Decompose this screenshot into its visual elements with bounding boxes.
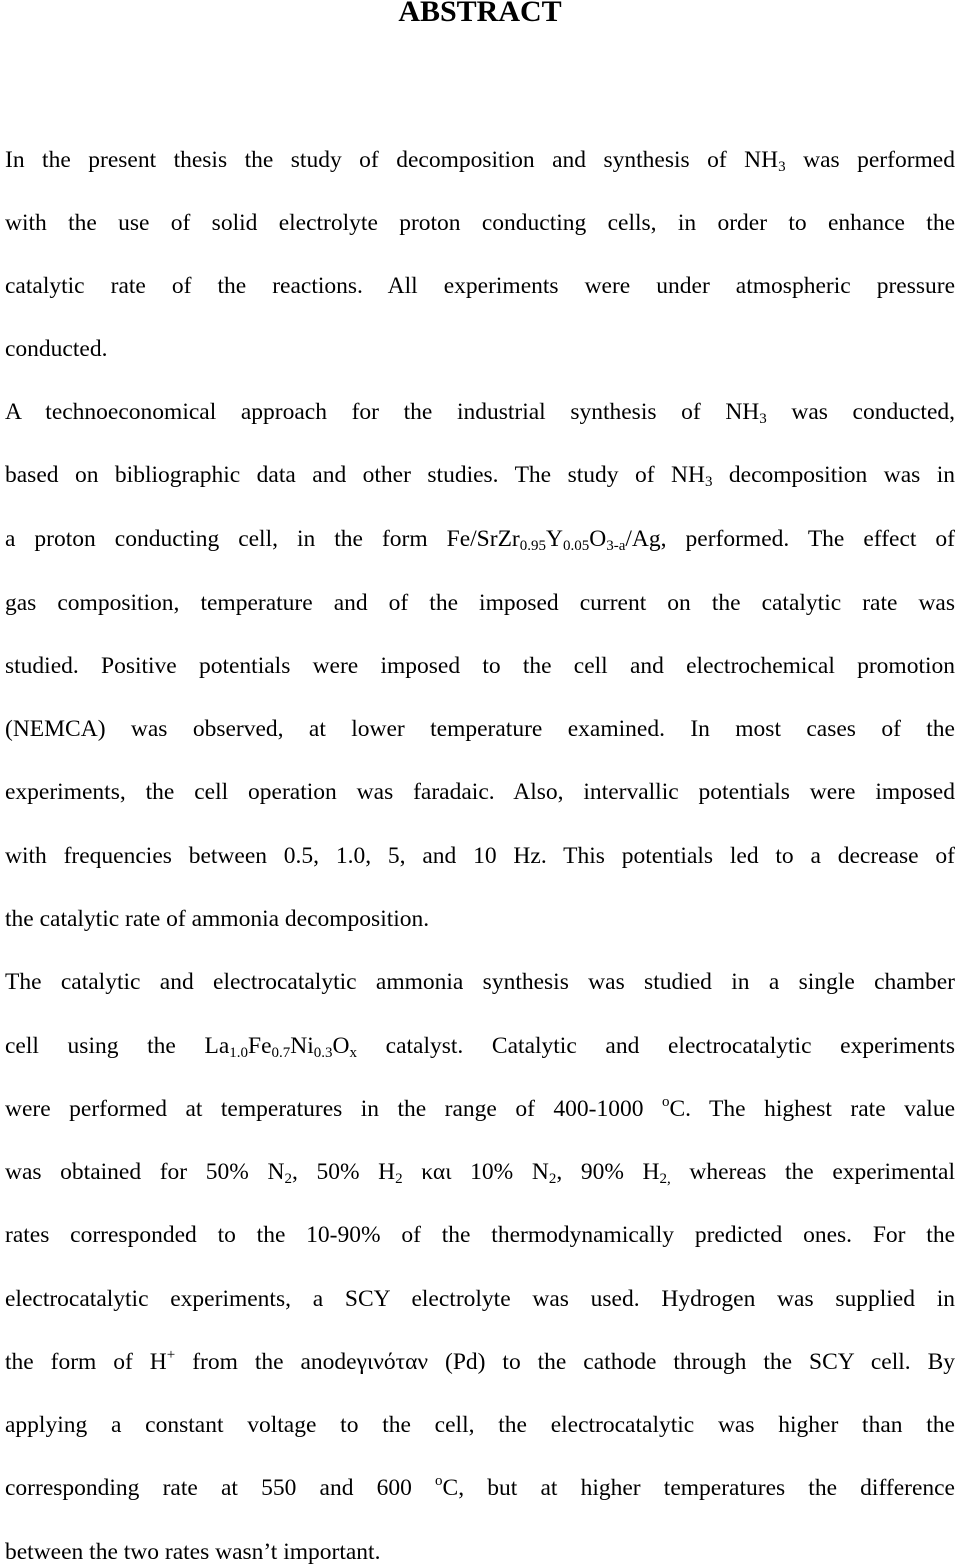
p3-line-1: The catalytic and electrocatalytic ammonia synthesis was studied in a single chamber — [5, 969, 955, 995]
p2-line-1: A technoeconomical approach for the industrial synthesis of $NH_3$ was conducted, — [5, 399, 955, 427]
p3-line-7: the form of H+ from the anodeγινόταν (Pd) to the cathode through the SCY cell. By — [5, 1347, 955, 1375]
p2-line-8: with frequencies between 0.5, 1.0, 5, and 10 Hz. This potentials led to a decrease of — [5, 843, 955, 869]
p2-line-2: based on bibliographic data and other studies. The study of $NH_3$ decomposition was in — [5, 462, 956, 490]
p1-line-1: In the present thesis the study of decomposition and synthesis of $NH_3$ was performed — [5, 147, 955, 175]
p3-line-4: was obtained for 50% $N_2$, 50% $H_2$ και 10% $N_2$, 90% $H_{2,}$ whereas the experimental — [5, 1159, 956, 1187]
p2-line-5: studied. Positive potentials were imposed to the cell and electrochemical promotion — [5, 653, 955, 679]
page-title: ABSTRACT — [398, 0, 562, 28]
p2-line-7: experiments, the cell operation was faradaic. Also, intervallic potentials were imposed — [5, 779, 955, 805]
p1-line-2: with the use of solid electrolyte proton conducting cells, in order to enhance the — [5, 210, 955, 236]
p3-line-3: were performed at temperatures in the range of 400-1000 $^o$C. The highest rate value — [5, 1094, 956, 1122]
p3-line-6: electrocatalytic experiments, a SCY electrolyte was used. Hydrogen was supplied in — [5, 1286, 955, 1312]
p2-line-6: (NEMCA) was observed, at lower temperature examined. In most cases of the — [5, 716, 955, 742]
p3-line-8: applying a constant voltage to the cell, the electrocatalytic was higher than the — [5, 1412, 955, 1438]
p2-line-4: gas composition, temperature and of the imposed current on the catalytic rate was — [5, 590, 955, 616]
p2-line-3: a proton conducting cell, in the form $Fe/SrZr_{0.95}Y_{0.05}O_{3-a}/Ag$, performed. The effect of — [5, 526, 955, 554]
p1-line-3: catalytic rate of the reactions. All experiments were under atmospheric pressure — [5, 273, 955, 299]
p2-line-9: the catalytic rate of ammonia decomposition. — [5, 906, 430, 932]
p3-line-9: corresponding rate at 550 and 600 $^o$C, but at higher temperatures the difference — [5, 1473, 955, 1501]
p1-line-4: conducted. — [5, 336, 108, 362]
p3-line-10: between the two rates wasn’t important. — [5, 1539, 381, 1565]
p3-line-5: rates corresponded to the 10-90% of the thermodynamically predicted ones. For the — [5, 1222, 955, 1248]
p3-line-2: cell using the $La_{1.0}Fe_{0.7}Ni_{0.3}O_x$ catalyst. Catalytic and electrocatalytic experiments — [5, 1033, 955, 1061]
